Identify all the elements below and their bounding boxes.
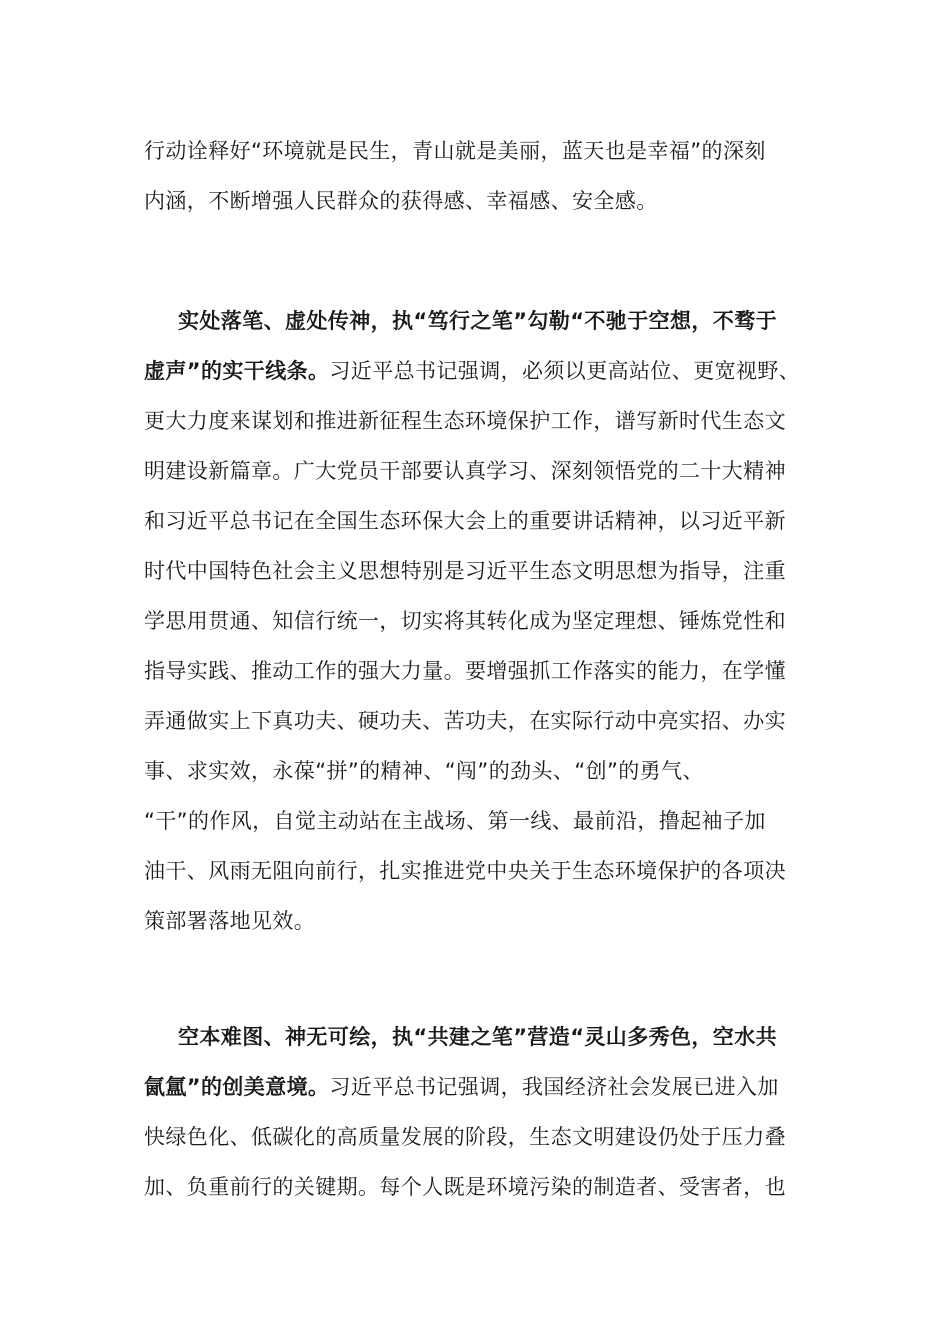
paragraph-3 bbox=[144, 1012, 806, 1212]
text-line-heading bbox=[144, 296, 806, 346]
text-line: 策部署落地见效。 bbox=[144, 909, 316, 933]
body-text: 习近平总书记强调，我国经济社会发展已进入加 bbox=[329, 1075, 779, 1099]
text-line: 更大力度来谋划和推进新征程生态环境保护工作，谱写新时代生态文 bbox=[144, 409, 786, 433]
bold-heading-text: 氤氲”的创美意境。 bbox=[144, 1075, 330, 1099]
text-line: 明建设新篇章。广大党员干部要认真学习、深刻领悟党的二十大精神 bbox=[144, 459, 786, 483]
paragraph-1 bbox=[144, 126, 806, 226]
paragraph-2 bbox=[144, 296, 806, 946]
text-line: 快绿色化、低碳化的高质量发展的阶段，生态文明建设仍处于压力叠 bbox=[144, 1125, 786, 1149]
text-line: “干”的作风，自觉主动站在主战场、第一线、最前沿，撸起袖子加 bbox=[144, 809, 766, 833]
text-line: 内涵，不断增强人民群众的获得感、幸福感、安全感。 bbox=[144, 189, 658, 213]
text-line: 行动诠释好“环境就是民生，青山就是美丽，蓝天也是幸福”的深刻 bbox=[144, 139, 766, 163]
text-line: 指导实践、推动工作的强大力量。要增强抓工作落实的能力，在学懂 bbox=[144, 659, 786, 683]
bold-heading-text: 实处落笔、虚处传神，执“笃行之笔”勾勒“不驰于空想，不骛于 bbox=[178, 309, 778, 333]
bold-heading-text: 空本难图、神无可绘，执“共建之笔”营造“灵山多秀色，空水共 bbox=[178, 1025, 778, 1049]
text-line: 油干、风雨无阻向前行，扎实推进党中央关于生态环境保护的各项决 bbox=[144, 859, 786, 883]
text-line: 弄通做实上下真功夫、硬功夫、苦功夫，在实际行动中亮实招、办实 bbox=[144, 709, 786, 733]
text-line: 事、求实效，永葆“拼”的精神、“闯”的劲头、“创”的勇气、 bbox=[144, 759, 704, 783]
text-line bbox=[144, 1062, 806, 1112]
bold-heading-text: 虚声”的实干线条。 bbox=[144, 359, 330, 383]
text-line: 时代中国特色社会主义思想特别是习近平生态文明思想为指导，注重 bbox=[144, 559, 786, 583]
text-line-heading bbox=[144, 1012, 806, 1062]
text-line bbox=[144, 346, 806, 396]
text-line: 学思用贯通、知信行统一，切实将其转化成为坚定理想、锤炼党性和 bbox=[144, 609, 786, 633]
text-line: 加、负重前行的关键期。每个人既是环境污染的制造者、受害者，也 bbox=[144, 1175, 786, 1199]
body-text: 习近平总书记强调，必须以更高站位、更宽视野、 bbox=[329, 359, 801, 383]
text-line: 和习近平总书记在全国生态环保大会上的重要讲话精神，以习近平新 bbox=[144, 509, 786, 533]
